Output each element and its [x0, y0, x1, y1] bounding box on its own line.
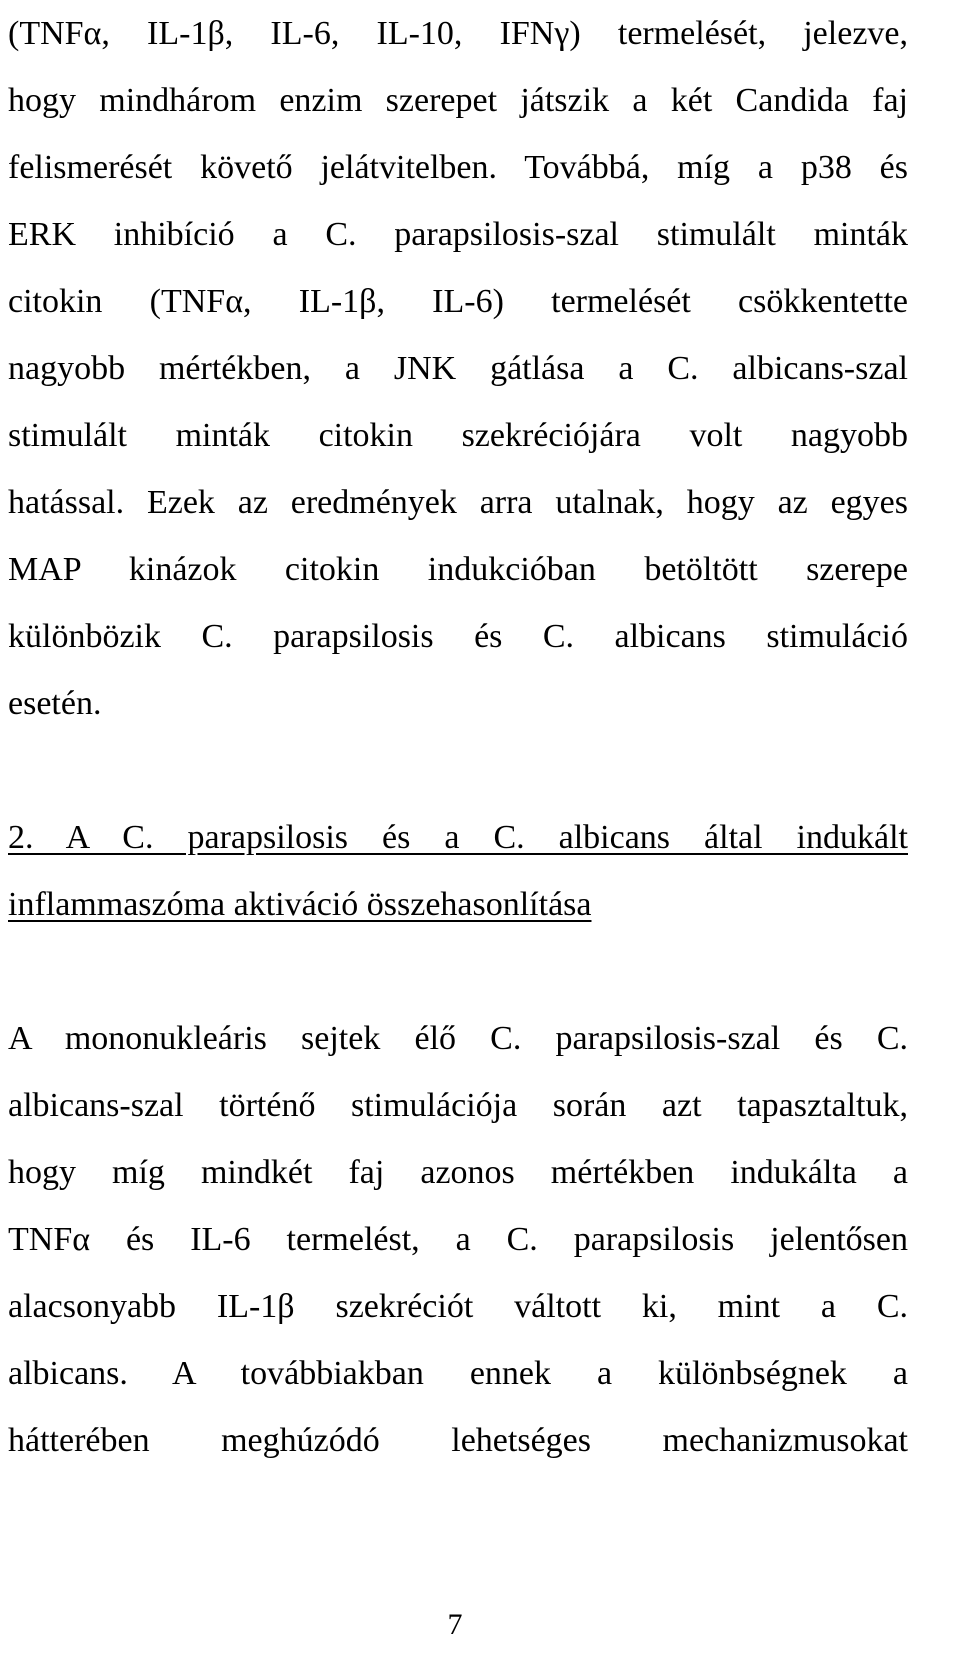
text-line: hatással. Ezek az eredmények arra utalnak, hogy az egyes: [8, 484, 908, 521]
text-line: különbözik C. parapsilosis és C. albicans stimuláció: [8, 618, 908, 655]
text-line: TNFα és IL-6 termelést, a C. parapsilosis jelentősen: [8, 1221, 908, 1258]
text-line: stimulált minták citokin szekréciójára volt nagyobb: [8, 417, 908, 454]
text-line: felismerését követő jelátvitelben. Továbbá, míg a p38 és: [8, 149, 908, 186]
text-line: albicans. A továbbiakban ennek a különbségnek a: [8, 1355, 908, 1392]
text-line: hogy míg mindkét faj azonos mértékben indukálta a: [8, 1154, 908, 1191]
text-line: alacsonyabb IL-1β szekréciót váltott ki, mint a C.: [8, 1288, 908, 1325]
text-line: hátterében meghúzódó lehetséges mechanizmusokat: [8, 1422, 908, 1459]
paragraph-1: [8, 0, 908, 737]
text-line: albicans-szal történő stimulációja során azt tapasztaltuk,: [8, 1087, 908, 1124]
text-line: A mononukleáris sejtek élő C. parapsilosis-szal és C.: [8, 1020, 908, 1057]
page-number: 7: [447, 1608, 463, 1641]
page-body: [8, 0, 908, 1474]
text-line: (TNFα, IL-1β, IL-6, IL-10, IFNγ) termelését, jelezve,: [8, 15, 908, 52]
text-line: MAP kinázok citokin indukcióban betöltött szerepe: [8, 551, 908, 588]
heading-line: inflammaszóma aktiváció összehasonlítása: [8, 886, 592, 923]
text-line: esetén.: [8, 685, 102, 722]
section-heading: [8, 804, 908, 938]
text-line: ERK inhibíció a C. parapsilosis-szal stimulált minták: [8, 216, 908, 253]
heading-line: 2. A C. parapsilosis és a C. albicans által indukált: [8, 819, 908, 856]
text-line: citokin (TNFα, IL-1β, IL-6) termelését csökkentette: [8, 283, 908, 320]
text-line: hogy mindhárom enzim szerepet játszik a két Candida faj: [8, 82, 908, 119]
text-line: nagyobb mértékben, a JNK gátlása a C. albicans-szal: [8, 350, 908, 387]
paragraph-2: [8, 1005, 908, 1474]
